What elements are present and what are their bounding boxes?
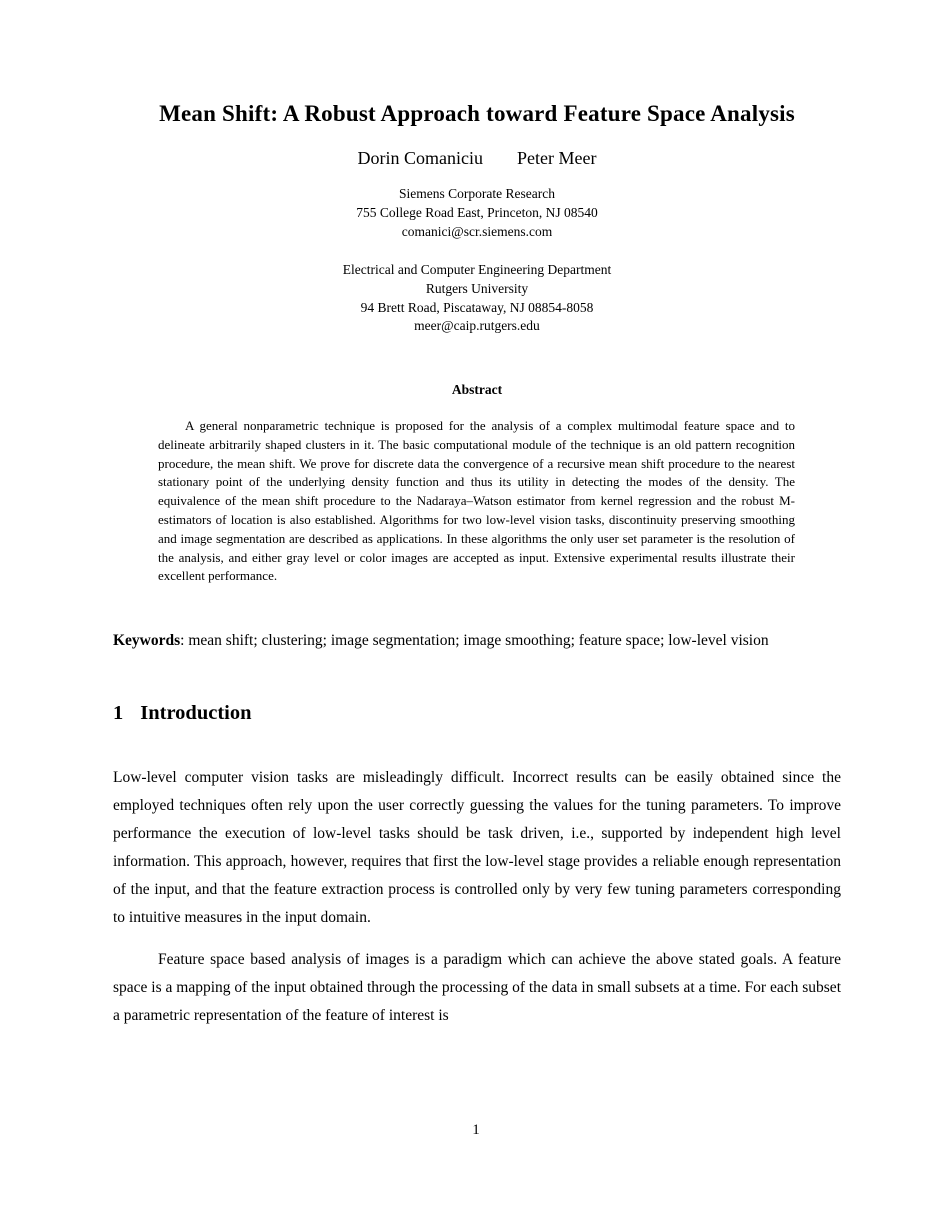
section-heading-introduction [113, 702, 841, 725]
keywords-line [113, 627, 841, 655]
affiliation-email: comanici@scr.siemens.com [401, 223, 553, 239]
keywords-label: Keywords [113, 632, 181, 650]
intro-paragraph-2: Feature space based analysis of images is a paradigm which can achieve the above stated goals. A feature space is a mapping of the input obtained through the processing of the data in small subsets at a time. For each subset a parametric representation of the feature of interest is [113, 951, 841, 1025]
author-peter-meer: Peter Meer [517, 147, 597, 168]
abstract-heading: Abstract [451, 382, 503, 398]
intro-paragraph-1: Low-level computer vision tasks are misleadingly difficult. Incorrect results can be easily obtained since the employed techniques often rely upon the user correctly guessing the values for the tuning parameters. To improve performance the execution of low-level tasks should be task driven, i.e., supported by independent high level information. This approach, however, requires that first the low-level stage provides a reliable enough representation of the input, and that the feature extraction process is controlled only by very few tuning parameters corresponding to intuitive measures in the input domain. [113, 769, 841, 927]
keywords-text: : mean shift; clustering; image segmentation; image smoothing; feature space; low-level vision [180, 632, 769, 650]
paper-title: Mean Shift: A Robust Approach toward Feature Space Analysis [159, 101, 795, 126]
affiliation-university: Rutgers University [425, 280, 529, 296]
affiliation-address: 755 College Road East, Princeton, NJ 08540 [356, 204, 598, 220]
affiliation-department: Electrical and Computer Engineering Department [342, 262, 612, 278]
affiliation-email: meer@caip.rutgers.edu [414, 318, 540, 334]
authors-line [113, 147, 841, 170]
abstract-text: A general nonparametric technique is proposed for the analysis of a complex multimodal feature space and to delineate arbitrarily shaped clusters in it. The basic computational module of the technique is an old pattern recognition procedure, the mean shift. We prove for discrete data the convergence of a recursive mean shift procedure to the nearest stationary point of the underlying density function and thus its utility in detecting the modes of the density. The equivalence of the mean shift procedure to the Nadaraya–Watson estimator from kernel regression and the robust M-estimators of location is also established. Algorithms for two low-level vision tasks, discontinuity preserving smoothing and image segmentation are described as applications. In these algorithms the only user set parameter is the resolution of the analysis, and either gray level or color images are accepted as input. Extensive experimental results illustrate their excellent performance. [158, 418, 795, 584]
page-number: 1 [472, 1122, 480, 1138]
author-dorin-comaniciu: Dorin Comaniciu [357, 147, 483, 168]
affiliation-siemens [113, 185, 841, 241]
affiliation-rutgers [113, 261, 841, 336]
affiliation-org: Siemens Corporate Research [399, 186, 555, 202]
affiliation-address: 94 Brett Road, Piscataway, NJ 08854-8058 [360, 299, 594, 315]
section-number: 1 [113, 702, 124, 725]
section-title: Introduction [140, 702, 252, 725]
